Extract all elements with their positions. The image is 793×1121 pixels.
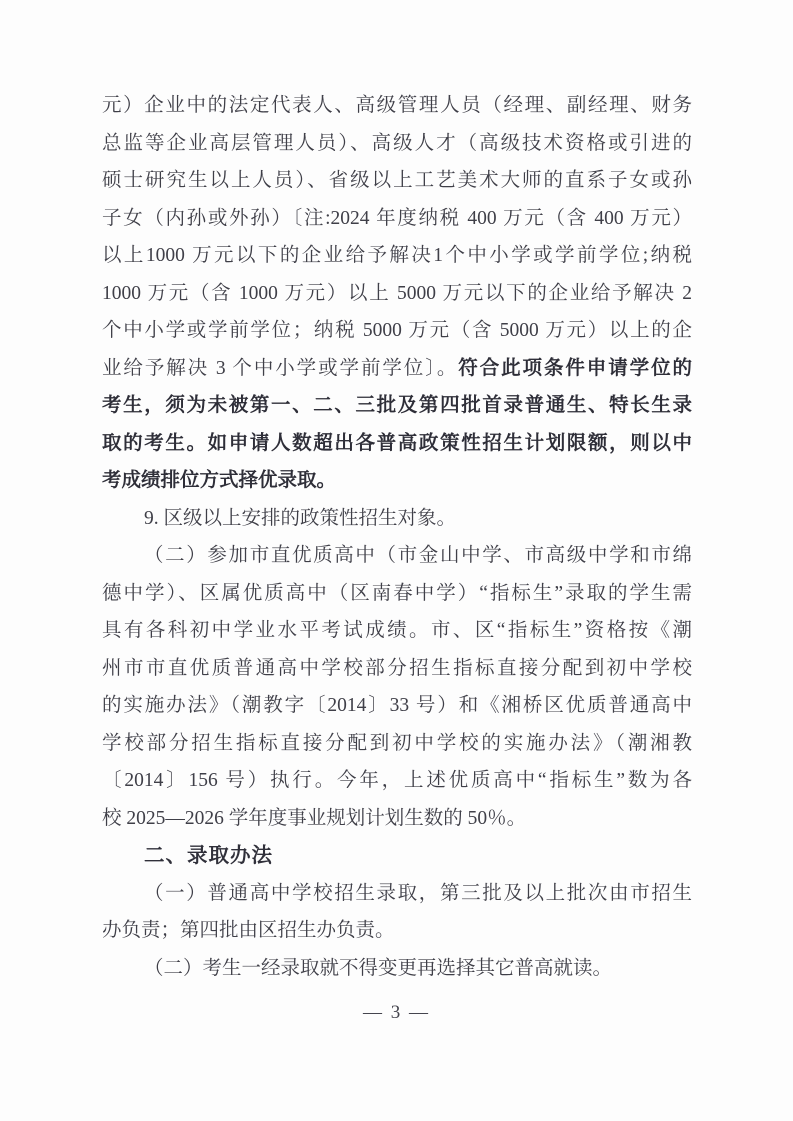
bold-text-segment: 考成绩排位方式择优录取。 [102, 470, 337, 491]
bold-text-segment: 取的考生。如申请人数超出各普高政策性招生计划限额，则以中 [102, 432, 692, 454]
text-segment: （二）考生一经录取就不得变更再选择其它普高就读。 [144, 957, 613, 979]
text-segment: 业给予解决 3 个中小学或学前学位〕。 [102, 357, 459, 379]
text-line [102, 875, 692, 913]
text-segment: 学校部分招生指标直接分配到初中学校的实施办法》（潮湘教 [102, 732, 692, 754]
text-line [102, 312, 692, 350]
text-line [102, 500, 692, 538]
text-segment: 个中小学或学前学位；纳税 5000 万元（含 5000 万元）以上的企 [102, 320, 692, 341]
text-line [102, 612, 692, 650]
text-line [102, 200, 692, 238]
text-segment: 硕士研究生以上人员）、省级以上工艺美术大师的直系子女或孙 [102, 170, 692, 191]
text-segment: 具有各科初中学业水平考试成绩。市、区“指标生”资格按《潮 [102, 620, 692, 641]
text-line [102, 387, 692, 425]
text-segment: 1000 万元（含 1000 万元）以上 5000 万元以下的企业给予解决 2 [102, 282, 692, 304]
section-heading [102, 837, 692, 875]
text-segment: 元）企业中的法定代表人、高级管理人员（经理、副经理、财务 [102, 95, 692, 116]
page-number: — 3 — [363, 1002, 430, 1023]
text-segment: 州市市直优质普通高中学校部分招生指标直接分配到初中学校 [102, 657, 692, 679]
text-segment: 办负责；第四批由区招生办负责。 [102, 920, 395, 941]
text-line [102, 575, 692, 613]
text-segment: 9. 区级以上安排的政策性招生对象。 [144, 507, 457, 529]
text-segment: 以上1000 万元以下的企业给予解决1个中小学或学前学位;纳税 [102, 245, 692, 266]
text-line [102, 912, 692, 950]
text-line [102, 125, 692, 163]
text-line [102, 800, 692, 838]
bold-text-segment: 考生，须为未被第一、二、三批及第四批首录普通生、特长生录 [102, 395, 692, 416]
text-line [102, 425, 692, 463]
text-line [102, 537, 692, 575]
text-line [102, 687, 692, 725]
text-line [102, 950, 692, 988]
bold-text-segment: 二、录取办法 [144, 844, 273, 867]
text-segment: 校 2025—2026 学年度事业规划计划生数的 50％。 [102, 807, 527, 829]
text-line [102, 275, 692, 313]
text-segment: （一）普通高中学校招生录取，第三批及以上批次由市招生 [144, 882, 692, 904]
text-segment: （二）参加市直优质高中（市金山中学、市高级中学和市绵 [144, 545, 692, 566]
text-segment: 的实施办法》（潮教字〔2014〕33 号）和《湘桥区优质普通高中 [102, 695, 692, 716]
text-line [102, 762, 692, 800]
text-segment: 总监等企业高层管理人员）、高级人才（高级技术资格或引进的 [102, 132, 692, 154]
text-line [102, 162, 692, 200]
text-line [102, 350, 692, 388]
text-line [102, 462, 692, 500]
text-block [102, 87, 692, 987]
text-line [102, 87, 692, 125]
text-segment: 德中学）、区属优质高中（区南春中学）“指标生”录取的学生需 [102, 582, 692, 604]
text-line [102, 237, 692, 275]
text-segment: 〔2014〕156 号）执行。今年，上述优质高中“指标生”数为各 [102, 770, 692, 791]
text-line [102, 725, 692, 763]
text-line [102, 650, 692, 688]
bold-text-segment: 符合此项条件申请学位的 [458, 357, 692, 379]
text-segment: 子女（内孙或外孙）〔注:2024 年度纳税 400 万元（含 400 万元） [102, 207, 692, 229]
